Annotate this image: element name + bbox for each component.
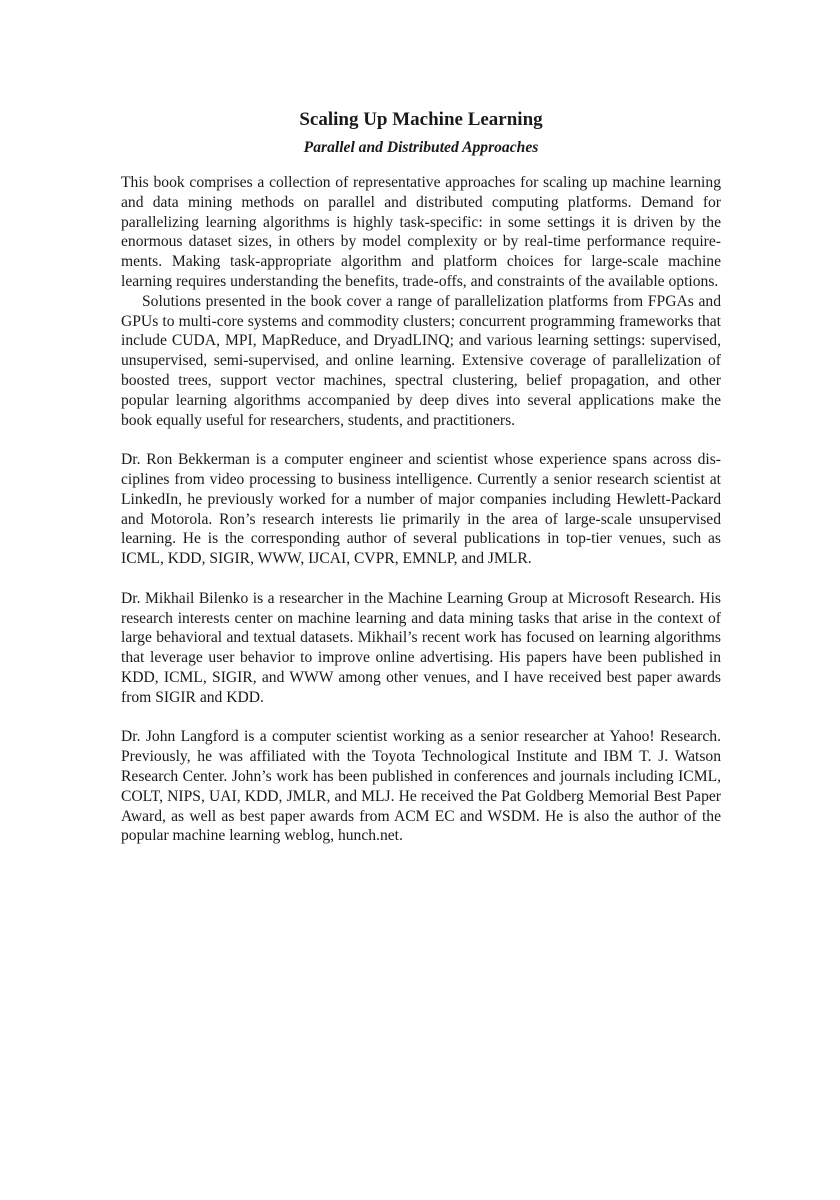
book-subtitle: Parallel and Distributed Approaches bbox=[303, 139, 539, 156]
author-bio-bekkerman bbox=[121, 450, 721, 569]
description-paragraph-1: This book comprises a collection of representative approaches for scaling up machine learning and data mining methods on parallel and distributed computing platforms. Demand for parallelizing learning algorithms is highly task-specific: in some settings it is driven by the enormous dataset sizes, in others by model complexity or by real-time performance requirements. Making task-appropriate algorithm and platform choices for large-scale machine learning requires understanding the benefits, trade-offs, and constraints of the available options. bbox=[121, 174, 721, 290]
author-bio-langford bbox=[121, 727, 721, 846]
author-bio-bilenko bbox=[121, 589, 721, 708]
book-description bbox=[121, 173, 721, 430]
book-page bbox=[121, 108, 721, 866]
bio-text-langford: Dr. John Langford is a computer scientist working as a senior researcher at Yahoo! Research. Previously, he was affiliated with the Toyota Technological Institute and IBM T. J. Watson Research Center. John’s work has been published in conferences and journals including ICML, COLT, NIPS, UAI, KDD, JMLR, and MLJ. He received the Pat Goldberg Memorial Best Paper Award, as well as best paper awards from ACM EC and WSDM. He is also the author of the popular machine learning weblog, hunch.net. bbox=[121, 728, 721, 845]
book-title: Scaling Up Machine Learning bbox=[299, 109, 543, 130]
bio-text-bekkerman: Dr. Ron Bekkerman is a computer engineer and scientist whose experience spans across disciplines from video processing to business intelligence. Currently a senior research scientist at LinkedIn, he previously worked for a number of major companies including Hewlett-Packard and Motorola. Ron’s research interests lie primarily in the area of large-scale unsupervised learning. He is the corresponding author of several publications in top-tier venues, such as ICML, KDD, SIGIR, WWW, IJCAI, CVPR, EMNLP, and JMLR. bbox=[121, 451, 721, 568]
description-paragraph-2: Solutions presented in the book cover a range of parallelization platforms from FPGAs and GPUs to multi-core systems and commodity clusters; concurrent programming frameworks that include CUDA, MPI, MapReduce, and DryadLINQ; and various learning settings: supervised, unsupervised, semi-supervised, and online learning. Extensive coverage of parallelization of boosted trees, support vector machines, spectral clustering, belief propagation, and other popular learning algorithms accompanied by deep dives into several applications make the book equally useful for researchers, students, and practitioners. bbox=[121, 292, 721, 429]
bio-text-bilenko: Dr. Mikhail Bilenko is a researcher in the Machine Learning Group at Microsoft Research. His research interests center on machine learning and data mining tasks that arise in the context of large behavioral and textual datasets. Mikhail’s recent work has focused on learning algorithms that leverage user behavior to improve online advertising. His papers have been published in KDD, ICML, SIGIR, and WWW among other venues, and I have received best paper awards from SIGIR and KDD. bbox=[121, 589, 721, 706]
